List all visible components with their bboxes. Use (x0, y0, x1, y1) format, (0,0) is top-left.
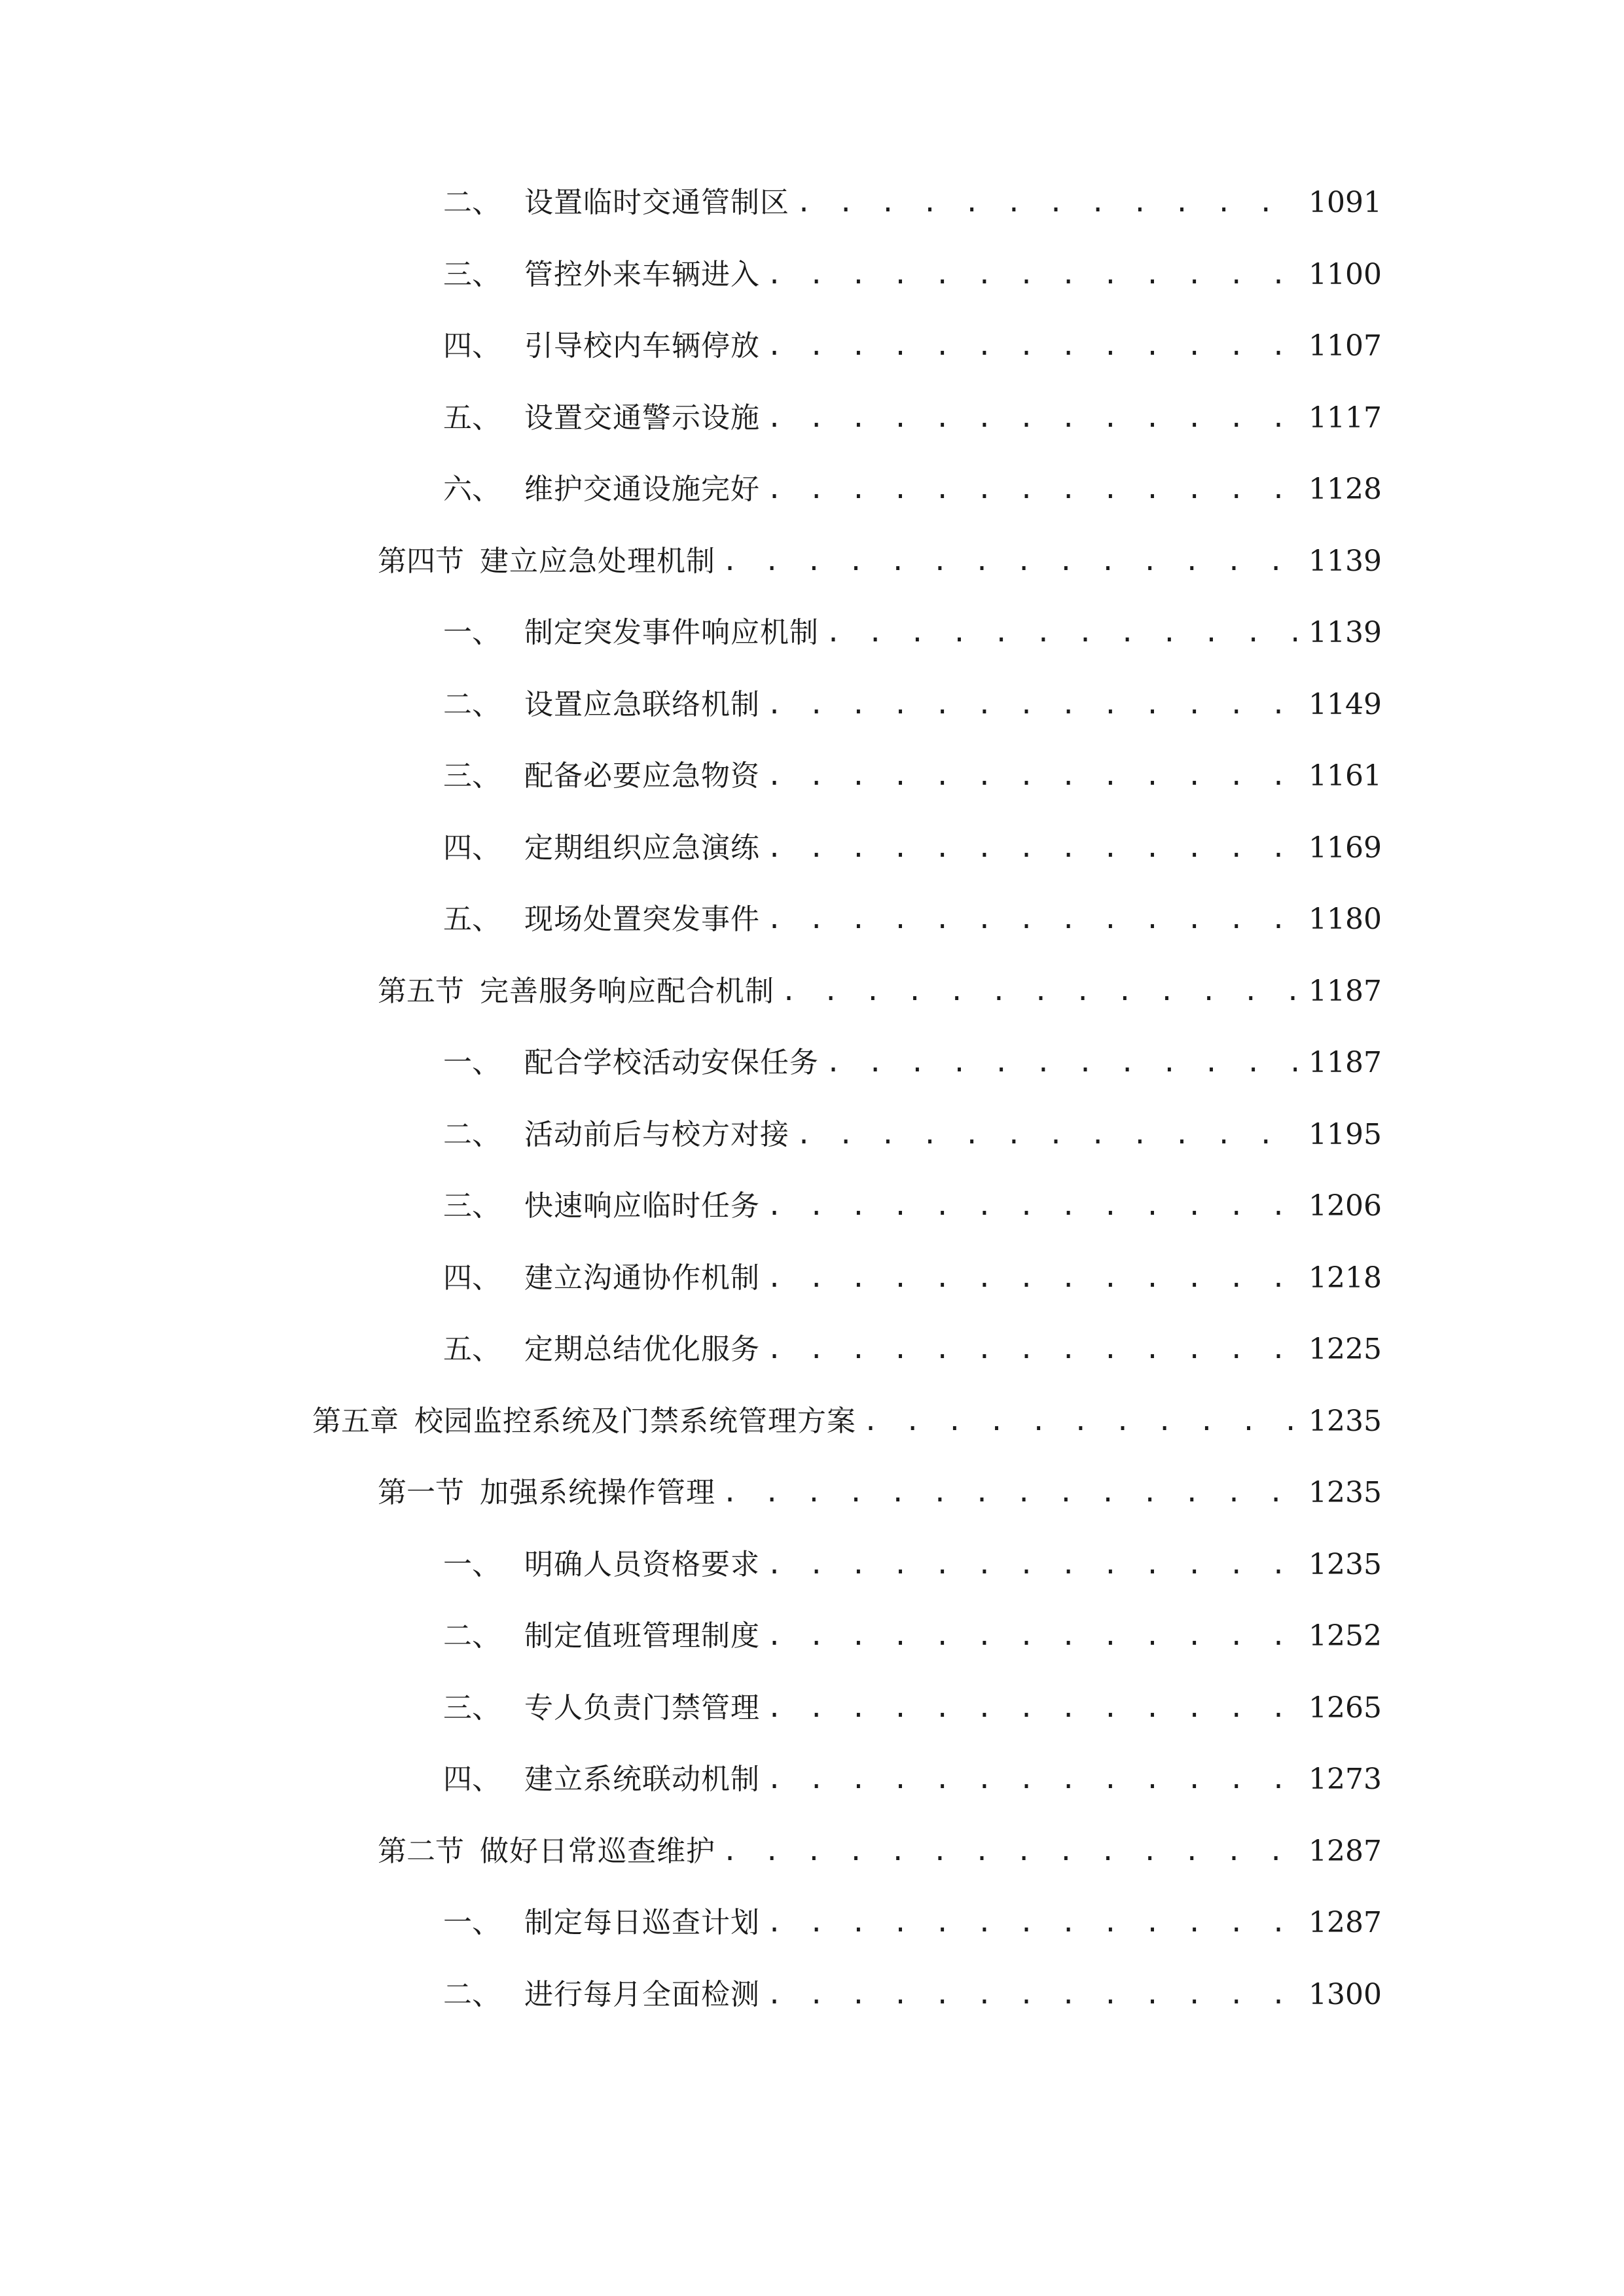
toc-entry-marker: 一、 (443, 616, 501, 649)
toc-entry-marker: 二、 (443, 688, 501, 721)
toc-dot-leader (767, 1682, 1297, 1734)
toc-entry-marker: 第五节 (378, 975, 464, 1008)
toc-entry-title: 定期总结优化服务 (524, 1333, 760, 1366)
toc-entry-marker: 六、 (443, 473, 501, 506)
toc-dot-leader (767, 1610, 1297, 1662)
toc-entry[interactable] (443, 1682, 1382, 1734)
toc-entry-title: 配备必要应急物资 (524, 759, 760, 793)
toc-entry-marker: 第五章 (312, 1405, 399, 1438)
toc-entry-title: 制定值班管理制度 (524, 1619, 760, 1653)
toc-dot-leader (781, 965, 1297, 1018)
toc-entry-title: 设置应急联络机制 (524, 688, 760, 721)
toc-entry-marker: 二、 (443, 186, 501, 219)
toc-entry[interactable] (443, 893, 1382, 946)
toc-entry[interactable] (443, 1753, 1382, 1806)
toc-entry-page-number: 1169 (1308, 831, 1382, 865)
toc-entry-marker: 第二节 (378, 1835, 464, 1868)
toc-entry[interactable] (312, 1395, 1382, 1448)
toc-entry-marker: 五、 (443, 903, 501, 936)
toc-entry-marker: 第四节 (378, 545, 464, 578)
toc-entry-title: 定期组织应急演练 (524, 831, 760, 865)
toc-entry-marker: 四、 (443, 1261, 501, 1295)
toc-dot-leader (767, 1539, 1297, 1591)
toc-entry[interactable] (443, 1180, 1382, 1232)
toc-entry-title: 专人负责门禁管理 (524, 1691, 760, 1725)
toc-entry-page-number: 1235 (1308, 1405, 1382, 1438)
toc-entry-marker: 二、 (443, 1978, 501, 2011)
toc-entry-marker: 四、 (443, 1763, 501, 1796)
toc-dot-leader (722, 1467, 1297, 1519)
toc-entry-page-number: 1273 (1308, 1763, 1382, 1796)
toc-entry[interactable] (378, 1467, 1382, 1519)
toc-dot-leader (722, 1825, 1297, 1878)
toc-dot-leader (767, 750, 1297, 802)
toc-entry[interactable] (443, 1897, 1382, 1949)
toc-entry-page-number: 1100 (1308, 258, 1382, 291)
toc-dot-leader (767, 1969, 1297, 2021)
toc-entry[interactable] (443, 463, 1382, 516)
toc-dot-leader (767, 392, 1297, 444)
toc-entry-marker: 三、 (443, 258, 501, 291)
toc-entry-title: 做好日常巡查维护 (480, 1835, 715, 1868)
toc-entry[interactable] (443, 320, 1382, 372)
toc-entry-marker: 一、 (443, 1906, 501, 1939)
toc-entry[interactable] (443, 1037, 1382, 1089)
toc-entry[interactable] (443, 1539, 1382, 1591)
toc-entry-marker: 二、 (443, 1118, 501, 1151)
toc-entry-page-number: 1195 (1308, 1118, 1382, 1151)
toc-entry-title: 管控外来车辆进入 (524, 258, 760, 291)
toc-entry-page-number: 1187 (1308, 975, 1382, 1008)
toc-entry-title: 配合学校活动安保任务 (524, 1046, 819, 1079)
toc-entry[interactable] (443, 1610, 1382, 1662)
toc-entry-page-number: 1187 (1308, 1046, 1382, 1079)
toc-entry[interactable] (378, 965, 1382, 1018)
toc-entry-page-number: 1117 (1308, 401, 1382, 435)
toc-dot-leader (767, 679, 1297, 731)
toc-entry-page-number: 1287 (1308, 1835, 1382, 1868)
toc-entry[interactable] (443, 1323, 1382, 1376)
toc-entry[interactable] (378, 535, 1382, 588)
toc-entry-marker: 一、 (443, 1548, 501, 1581)
toc-entry-page-number: 1149 (1308, 688, 1382, 721)
toc-entry-page-number: 1218 (1308, 1261, 1382, 1295)
toc-entry-title: 维护交通设施完好 (524, 473, 760, 506)
toc-entry-marker: 三、 (443, 759, 501, 793)
toc-dot-leader (825, 1037, 1297, 1089)
toc-dot-leader (767, 1252, 1297, 1304)
toc-dot-leader (767, 249, 1297, 301)
toc-entry-marker: 第一节 (378, 1476, 464, 1509)
toc-entry[interactable] (443, 1252, 1382, 1304)
toc-entry-marker: 五、 (443, 1333, 501, 1366)
toc-dot-leader (767, 1323, 1297, 1376)
toc-entry-page-number: 1161 (1308, 759, 1382, 793)
toc-entry-page-number: 1287 (1308, 1906, 1382, 1939)
toc-entry-marker: 三、 (443, 1691, 501, 1725)
toc-entry-title: 引导校内车辆停放 (524, 329, 760, 363)
toc-entry-marker: 四、 (443, 831, 501, 865)
toc-entry-page-number: 1206 (1308, 1189, 1382, 1223)
toc-entry-title: 制定突发事件响应机制 (524, 616, 819, 649)
toc-entry-page-number: 1139 (1308, 545, 1382, 578)
toc-entry-marker: 五、 (443, 401, 501, 435)
toc-dot-leader (825, 607, 1297, 659)
toc-entry-page-number: 1265 (1308, 1691, 1382, 1725)
toc-entry[interactable] (443, 249, 1382, 301)
toc-entry-page-number: 1225 (1308, 1333, 1382, 1366)
toc-entry[interactable] (443, 679, 1382, 731)
toc-dot-leader (767, 893, 1297, 946)
toc-entry-title: 制定每日巡查计划 (524, 1906, 760, 1939)
toc-dot-leader (722, 535, 1297, 588)
toc-dot-leader (767, 463, 1297, 516)
toc-entry-marker: 一、 (443, 1046, 501, 1079)
toc-entry-marker: 四、 (443, 329, 501, 363)
toc-entry-title: 现场处置突发事件 (524, 903, 760, 936)
toc-dot-leader (796, 177, 1297, 229)
toc-entry-page-number: 1128 (1308, 473, 1382, 506)
toc-entry-page-number: 1300 (1308, 1978, 1382, 2011)
toc-entry[interactable] (443, 1109, 1382, 1161)
toc-entry-page-number: 1107 (1308, 329, 1382, 363)
toc-dot-leader (767, 822, 1297, 874)
toc-entry-page-number: 1252 (1308, 1619, 1382, 1653)
toc-entry-title: 加强系统操作管理 (480, 1476, 715, 1509)
toc-dot-leader (767, 1753, 1297, 1806)
toc-entry-page-number: 1091 (1308, 186, 1382, 219)
toc-entry-title: 设置临时交通管制区 (524, 186, 789, 219)
toc-entry[interactable] (443, 177, 1382, 229)
toc-entry-title: 建立沟通协作机制 (524, 1261, 760, 1295)
toc-entry[interactable] (443, 1969, 1382, 2021)
toc-entry[interactable] (443, 607, 1382, 659)
toc-entry-page-number: 1235 (1308, 1476, 1382, 1509)
toc-dot-leader (863, 1395, 1297, 1448)
toc-entry-title: 校园监控系统及门禁系统管理方案 (414, 1405, 856, 1438)
toc-entry-title: 建立应急处理机制 (480, 545, 715, 578)
toc-entry-title: 活动前后与校方对接 (524, 1118, 789, 1151)
toc-entry-title: 进行每月全面检测 (524, 1978, 760, 2011)
toc-entry-title: 建立系统联动机制 (524, 1763, 760, 1796)
toc-dot-leader (767, 1180, 1297, 1232)
toc-dot-leader (767, 1897, 1297, 1949)
toc-entry-title: 快速响应临时任务 (524, 1189, 760, 1223)
toc-entry[interactable] (443, 392, 1382, 444)
toc-entry-title: 明确人员资格要求 (524, 1548, 760, 1581)
toc-entry[interactable] (443, 750, 1382, 802)
toc-dot-leader (796, 1109, 1297, 1161)
toc-entry-title: 完善服务响应配合机制 (480, 975, 774, 1008)
toc-entry-page-number: 1180 (1308, 903, 1382, 936)
toc-entry[interactable] (443, 822, 1382, 874)
toc-entry-title: 设置交通警示设施 (524, 401, 760, 435)
toc-dot-leader (767, 320, 1297, 372)
toc-entry[interactable] (378, 1825, 1382, 1878)
toc-entry-page-number: 1139 (1308, 616, 1382, 649)
toc-entry-marker: 二、 (443, 1619, 501, 1653)
toc-entry-page-number: 1235 (1308, 1548, 1382, 1581)
toc-entry-marker: 三、 (443, 1189, 501, 1223)
